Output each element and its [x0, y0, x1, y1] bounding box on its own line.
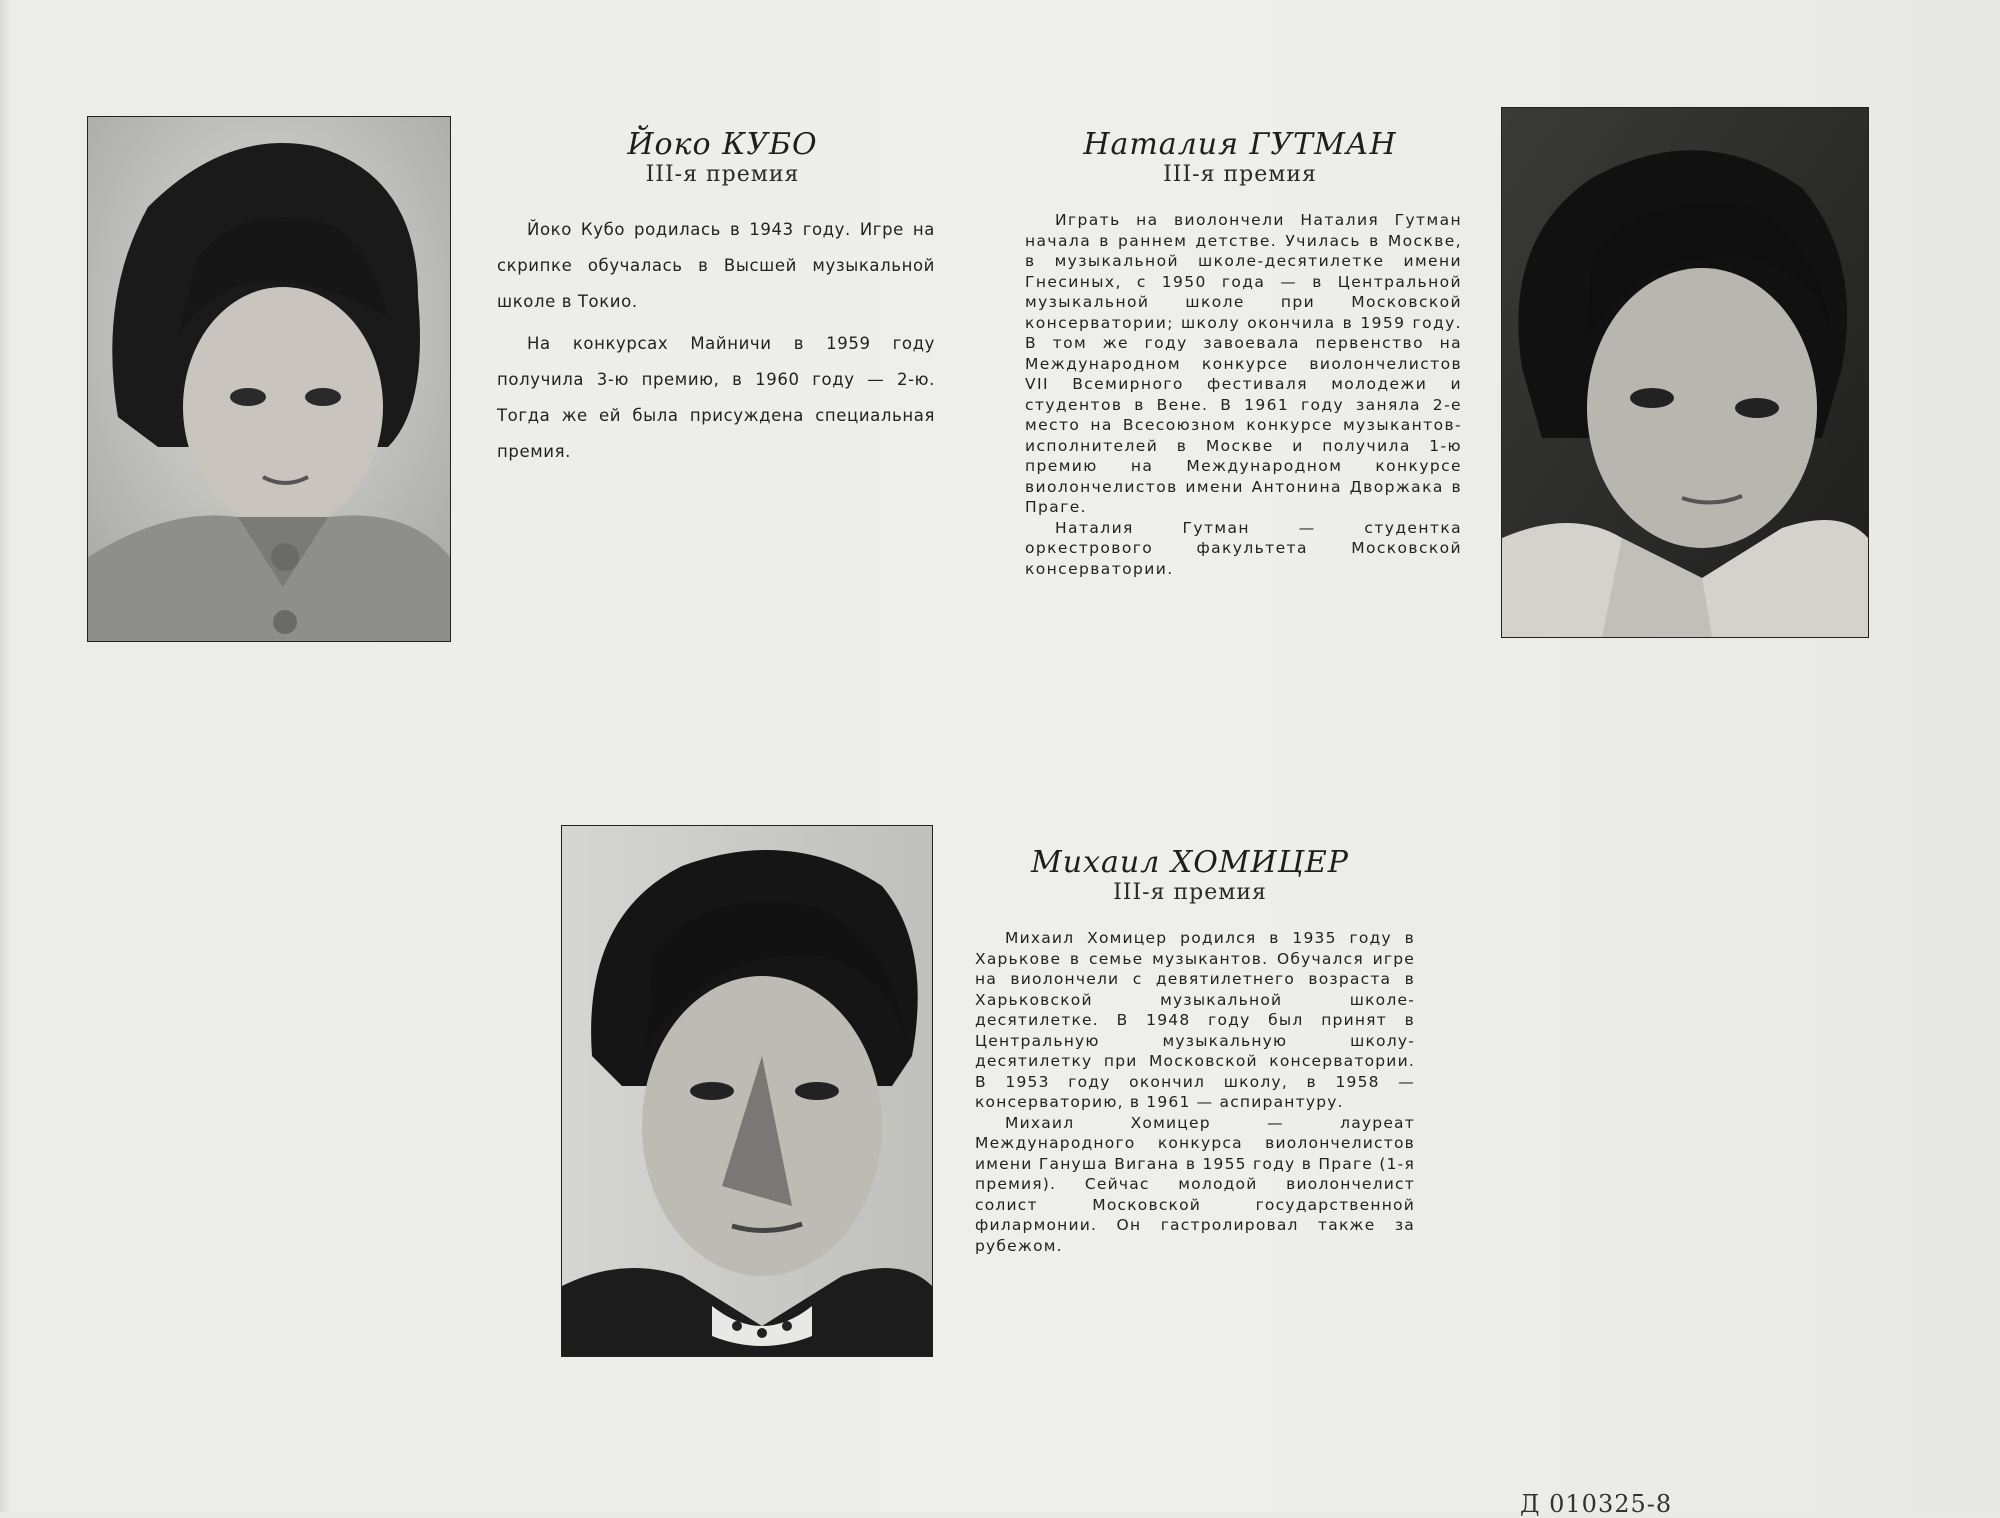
laureate-bio-kubo	[497, 212, 935, 470]
catalog-number: Д 010325-8	[1520, 1490, 1673, 1518]
bio-paragraph: Играть на виолончели Наталия Гутман начала в раннем детстве. Училась в Москве, в музыкальной школе-десятилетке имени Гнесиных, с 1950 года — в Центральной музыкальной школе при Московской консерватории; школу окончила в 1959 году. В том же году завоевала первенство на Международном конкурсе виолончелистов VII Всемирного фестиваля молодежи и студентов в Вене. В 1961 году заняла 2-е место на Всесоюзном конкурсе музыкантов-исполнителей в Москве и получила 1-ю премию на Международном конкурсе виолончелистов имени Антонина Дворжака в Праге.	[1025, 211, 1462, 516]
laureate-prize: III-я премия	[1163, 162, 1317, 187]
bio-paragraph: Михаил Хомицер — лауреат Международного конкурса виолончелистов имени Гануша Вигана в 1955 году в Праге (1-я премия). Сейчас молодой виолончелист солист Московской государственной филармонии. Он гастролировал также за рубежом.	[975, 1113, 1415, 1255]
laureate-heading-khomitser	[1030, 846, 1350, 906]
laureate-name: Михаил ХОМИЦЕР	[1031, 845, 1349, 880]
laureate-bio-gutman	[1025, 210, 1462, 579]
laureate-heading-kubo	[560, 128, 885, 188]
bio-paragraph: Наталия Гутман — студентка оркестрового факультета Московской консерватории.	[1025, 518, 1462, 578]
laureate-heading-gutman	[1080, 128, 1400, 188]
laureate-name: Наталия ГУТМАН	[1083, 127, 1397, 162]
laureate-prize: III-я премия	[1113, 880, 1267, 905]
bio-paragraph: На конкурсах Майничи в 1959 году получила 3-ю премию, в 1960 году — 2-ю. Тогда же ей была присуждена специальная премия.	[497, 334, 935, 461]
laureate-name: Йоко КУБО	[627, 127, 818, 162]
laureate-bio-khomitser	[975, 928, 1415, 1256]
bio-paragraph: Йоко Кубо родилась в 1943 году. Игре на скрипке обучалась в Высшей музыкальной школе в Токио.	[497, 220, 935, 311]
portrait-photo-gutman	[1502, 108, 1868, 637]
portrait-photo-khomitser	[562, 826, 932, 1356]
bio-paragraph: Михаил Хомицер родился в 1935 году в Харькове в семье музыкантов. Обучался игре на виолончели с девятилетнего возраста в Харьковской музыкальной школе-десятилетке. В 1948 году был принят в Центральную музыкальную школу-десятилетку при Московской консерватории. В 1953 году окончил школу, в 1958 — консерваторию, в 1961 — аспирантуру.	[975, 929, 1415, 1111]
laureate-prize: III-я премия	[645, 162, 800, 187]
portrait-photo-kubo	[88, 117, 450, 641]
